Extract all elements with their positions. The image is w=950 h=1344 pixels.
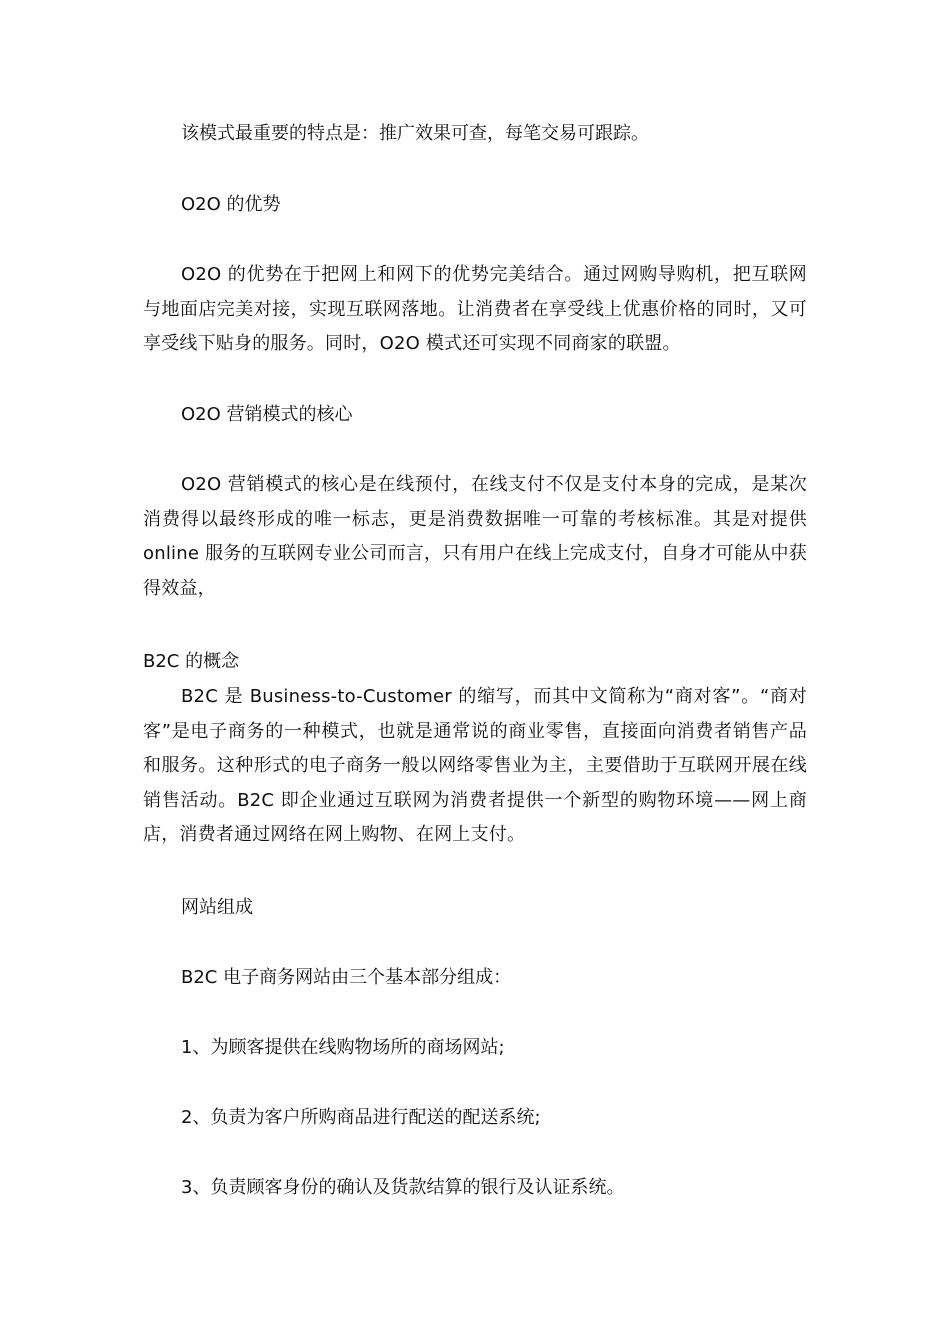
paragraph-o2o-advantage: O2O 的优势在于把网上和网下的优势完美结合。通过网购导购机，把互联网与地面店完美对接，实现互联网落地。让消费者在享受线上优惠价格的同时，又可享受线下贴身的服务。同时，O2O 模式还可实现不同商家的联盟。	[143, 264, 807, 354]
paragraph-site-intro: B2C 电子商务网站由三个基本部分组成：	[181, 967, 512, 988]
heading-site-composition: 网站组成	[181, 897, 253, 918]
list-item: 1、为顾客提供在线购物场所的商场网站;	[181, 1037, 505, 1058]
paragraph-tracking-feature: 该模式最重要的特点是：推广效果可查，每笔交易可跟踪。	[181, 123, 649, 144]
heading-o2o-core: O2O 营销模式的核心	[181, 404, 353, 425]
list-item: 3、负责顾客身份的确认及货款结算的银行及认证系统。	[181, 1177, 625, 1198]
list-item: 2、负责为客户所购商品进行配送的配送系统;	[181, 1107, 541, 1128]
paragraph-o2o-core: O2O 营销模式的核心是在线预付，在线支付不仅是支付本身的完成，是某次消费得以最终形成的唯一标志，更是消费数据唯一可靠的考核标准。其是对提供online 服务的互联网专业公司而言，只有用户在线上完成支付，自身才可能从中获得效益，	[143, 474, 807, 599]
heading-o2o-advantage: O2O 的优势	[181, 194, 281, 215]
paragraph-b2c-concept: B2C 是 Business-to-Customer 的缩写，而其中文简称为“商对客”。“商对客”是电子商务的一种模式，也就是通常说的商业零售，直接面向消费者销售产品和服务。这种形式的电子商务一般以网络零售业为主，主要借助于互联网开展在线销售活动。B2C 即企业通过互联网为消费者提供一个新型的购物环境——网上商店，消费者通过网络在网上购物、在网上支付。	[143, 686, 807, 845]
heading-b2c-concept: B2C 的概念	[143, 651, 240, 672]
